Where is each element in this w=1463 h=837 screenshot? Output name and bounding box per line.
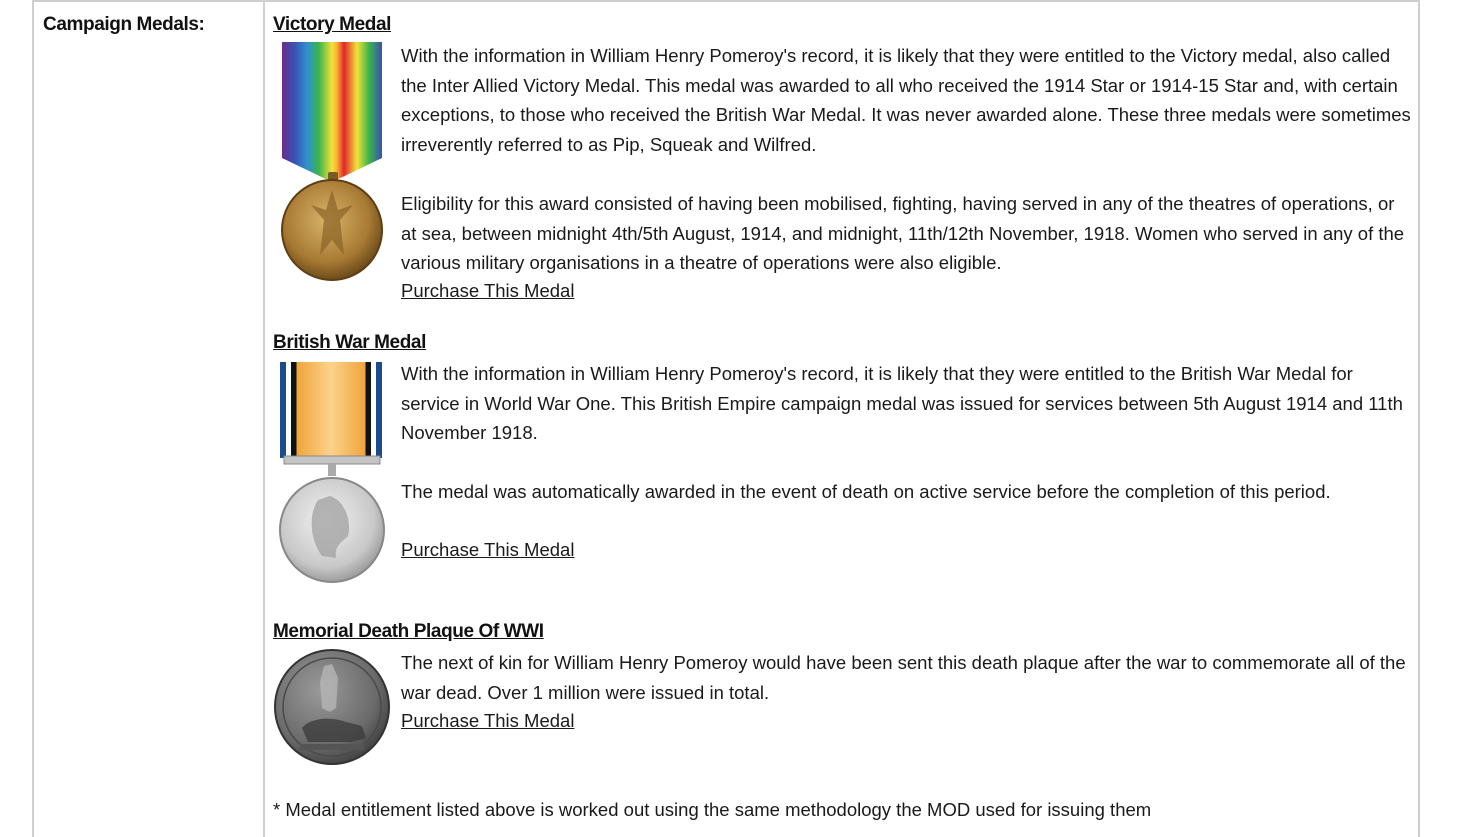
victory-medal-description-2: Eligibility for this award consisted of having been mobilised, fighting, having served in any of the theatres of operations, or at sea, between midnight 4th/5th August, 1914, and midnight, 11th/12th November, 1918. Women who served in any of the various military organisations in a theatre of operations were also eligible.: [401, 193, 1405, 273]
victory-medal-description-1: With the information in William Henry Pomeroy's record, it is likely that they were entitled to the Victory medal, also called the Inter Allied Victory Medal. This medal was awarded to all who received the 1914 Star or 1914-15 Star and, with certain exceptions, to those who received the British War Medal. It was never awarded alone. These three medals were sometimes irreverently referred to as Pip, Squeak and Wilfred.: [401, 45, 1411, 155]
column-divider: [263, 2, 265, 837]
victory-medal-image: [278, 40, 388, 284]
british-war-medal-description-1: With the information in William Henry Pomeroy's record, it is likely that they were entitled to the British War Medal for service in World War One. This British Empire campaign medal was issued for services between 5th August 1914 and 11th November 1918.: [401, 363, 1403, 443]
medal-entitlement-footnote: * Medal entitlement listed above is worked out using the same methodology the MOD used for issuing them: [273, 799, 1152, 820]
death-plaque-image: [274, 648, 394, 768]
british-war-medal-image: [278, 360, 394, 586]
death-plaque-description: The next of kin for William Henry Pomeroy would have been sent this death plaque after the war to commemorate all of the war dead. Over 1 million were issued in total.: [401, 652, 1406, 703]
death-plaque-title[interactable]: Memorial Death Plaque Of WWI: [273, 621, 544, 642]
british-war-medal-title[interactable]: British War Medal: [273, 332, 426, 353]
death-plaque-purchase-link[interactable]: Purchase This Medal: [401, 710, 575, 731]
victory-medal-purchase-link[interactable]: Purchase This Medal: [401, 280, 575, 301]
campaign-medals-label: Campaign Medals:: [43, 14, 205, 35]
british-war-medal-purchase-link[interactable]: Purchase This Medal: [401, 539, 575, 560]
victory-medal-title[interactable]: Victory Medal: [273, 14, 391, 35]
british-war-medal-description-2: The medal was automatically awarded in the event of death on active service before the completion of this period.: [401, 481, 1331, 502]
